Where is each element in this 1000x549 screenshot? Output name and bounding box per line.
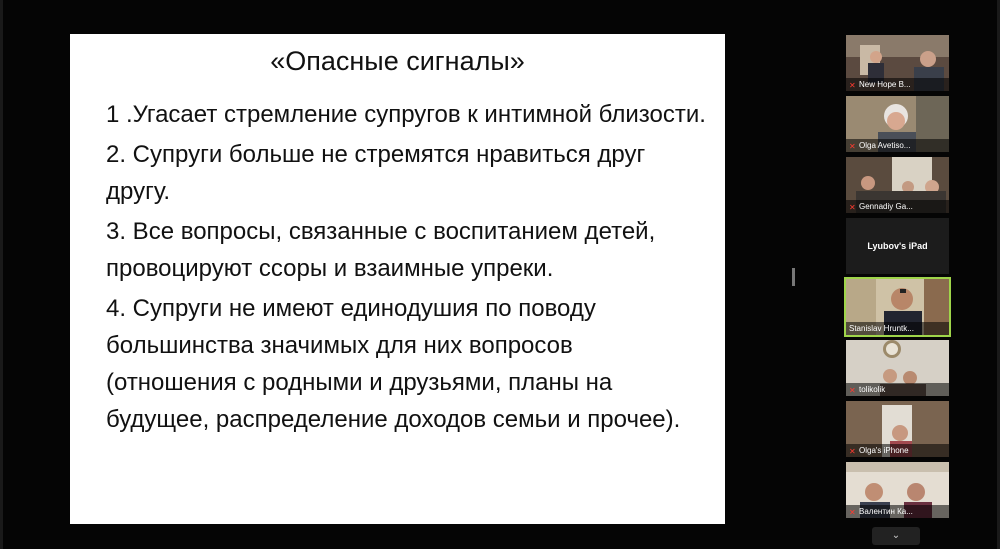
mic-muted-icon: ✕ bbox=[849, 81, 856, 90]
participant-name-bar bbox=[846, 322, 949, 335]
participant-tile[interactable] bbox=[846, 462, 949, 518]
participant-tile[interactable] bbox=[846, 157, 949, 213]
chevron-down-icon: ⌄ bbox=[891, 530, 901, 541]
participant-name-bar bbox=[846, 78, 949, 91]
participant-name: Stanislav Hruntk... bbox=[849, 324, 914, 333]
participant-name: Валентин Ка... bbox=[859, 507, 913, 516]
mic-muted-icon: ✕ bbox=[849, 142, 856, 151]
slide-item-1: 1 .Угасает стремление супругов к интимной близости. bbox=[106, 101, 706, 128]
participant-tile-active-speaker[interactable] bbox=[846, 279, 949, 335]
participant-tile[interactable] bbox=[846, 96, 949, 152]
participant-name-bar bbox=[846, 383, 949, 396]
participant-name-bar bbox=[846, 505, 949, 518]
slide-item-4: 4. Супруги не имеют единодушия по поводу большинства значимых для них вопросов (отношения с родными и друзьями, планы на будущее, распределение доходов семьи и прочее). bbox=[106, 295, 681, 433]
participant-tile[interactable] bbox=[846, 401, 949, 457]
participant-tile[interactable] bbox=[846, 35, 949, 91]
gallery-scroll-down-button[interactable] bbox=[872, 527, 920, 545]
panel-resize-handle[interactable] bbox=[792, 268, 795, 286]
participant-name: Olga Avetiso... bbox=[859, 141, 911, 150]
shared-screen-slide bbox=[70, 34, 725, 524]
mic-muted-icon: ✕ bbox=[849, 447, 856, 456]
participant-name: Olga's iPhone bbox=[859, 446, 909, 455]
mic-muted-icon: ✕ bbox=[849, 508, 856, 517]
participant-tile[interactable] bbox=[846, 340, 949, 396]
participant-name: Lyubov's iPad bbox=[867, 241, 928, 251]
participant-name-bar bbox=[846, 444, 949, 457]
participant-name: Gennadiy Ga... bbox=[859, 202, 913, 211]
participant-name-bar bbox=[846, 200, 949, 213]
frame-edge-left bbox=[0, 0, 3, 549]
participant-name-bar bbox=[846, 139, 949, 152]
slide-title: «Опасные сигналы» bbox=[270, 46, 525, 76]
participant-name: New Hope B... bbox=[859, 80, 911, 89]
mic-muted-icon: ✕ bbox=[849, 203, 856, 212]
participant-name: tolikolik bbox=[859, 385, 886, 394]
slide-item-3: 3. Все вопросы, связанные с воспитанием детей, провоцируют ссоры и взаимные упреки. bbox=[106, 218, 656, 282]
participant-tile[interactable] bbox=[846, 218, 949, 274]
slide-body bbox=[106, 96, 706, 441]
mic-muted-icon: ✕ bbox=[849, 386, 856, 395]
slide-item-2: 2. Супруги больше не стремятся нравиться друг другу. bbox=[106, 141, 646, 205]
